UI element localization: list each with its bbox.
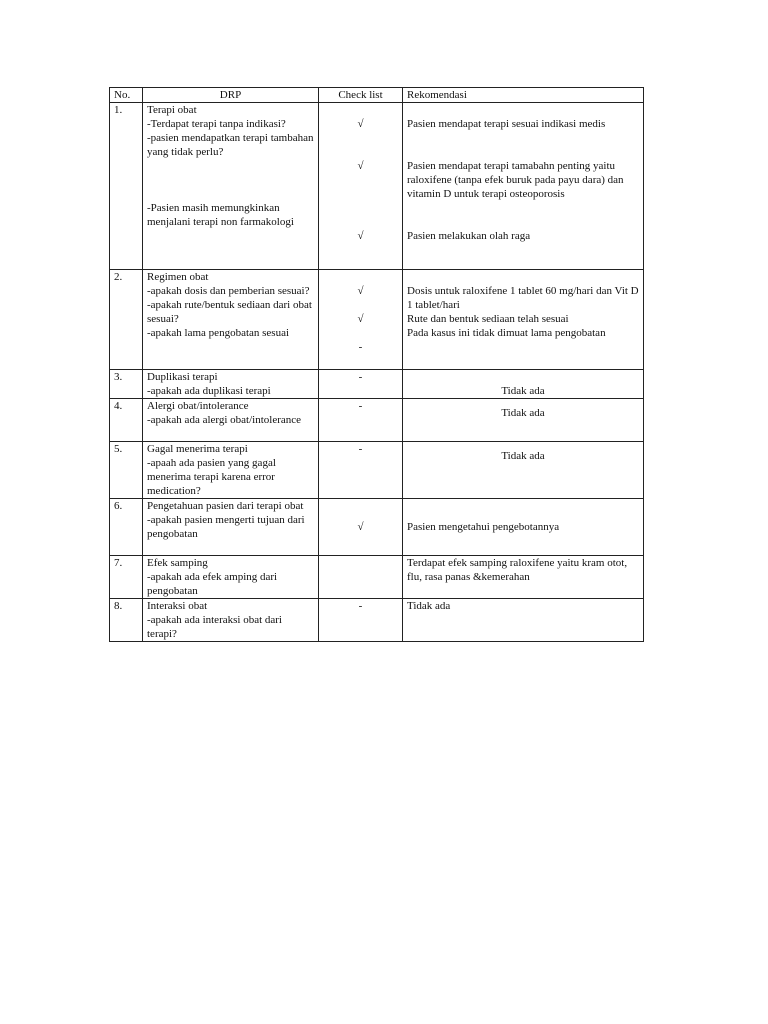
drp-cell [143,442,319,499]
check-mark: - [319,399,403,442]
recommendation-cell [403,399,644,442]
header-check: Check list [319,88,403,103]
drp-title: Interaksi obat [147,600,208,612]
check-mark [319,556,403,599]
drp-item: -apakah lama pengobatan sesuai [147,327,290,339]
row-number: 4. [110,399,143,442]
table-row [110,556,644,599]
recommendation-text: Dosis untuk raloxifene 1 tablet 60 mg/hari dan Vit D 1 tablet/hari [407,285,639,311]
drp-cell [143,370,319,399]
table-row [110,399,644,442]
table-row [110,103,644,270]
table-row [110,599,644,642]
drp-cell [143,103,319,270]
drp-title: Terapi obat [147,104,197,116]
check-mark: - [319,442,403,499]
header-no: No. [110,88,143,103]
drp-item: -apakah ada duplikasi terapi [147,385,271,397]
recommendation-cell [403,370,644,399]
recommendation-cell [403,103,644,270]
header-row [110,88,644,103]
drp-title: Efek samping [147,557,208,569]
header-drp: DRP [143,88,319,103]
check-mark: - [319,370,403,399]
recommendation-text: Pasien melakukan olah raga [407,230,531,242]
drp-item: -apakah ada efek amping dari pengobatan [147,571,278,597]
recommendation-text: Terdapat efek samping raloxifene yaitu kram otot, flu, rasa panas &kemerahan [403,556,644,599]
recommendation-text: Pasien mendapat terapi sesuai indikasi medis [407,118,606,130]
table-row [110,270,644,370]
drp-item: -apakah pasien mengerti tujuan dari pengobatan [147,514,305,540]
header-rec: Rekomendasi [403,88,644,103]
table-row [110,499,644,556]
check-mark: - [319,599,403,642]
row-number: 7. [110,556,143,599]
recommendation-text: Tidak ada [501,407,545,419]
drp-item: -apakah rute/bentuk sediaan dari obat sesuai? [147,299,312,325]
drp-item: -apakah ada alergi obat/intolerance [147,414,302,426]
drp-cell [143,499,319,556]
drp-item: -pasien mendapatkan terapi tambahan yang tidak perlu? [147,132,314,158]
drp-item: -apakah dosis dan pemberian sesuai? [147,285,310,297]
recommendation-text: Tidak ada [501,450,545,462]
drp-item: -Terdapat terapi tanpa indikasi? [147,118,286,130]
check-mark: √ [357,230,364,242]
check-cell [319,499,403,556]
check-mark: √ [357,160,364,172]
drp-item: -apaah ada pasien yang gagal menerima terapi karena error medication? [147,457,276,497]
drp-cell [143,270,319,370]
drp-title: Regimen obat [147,271,209,283]
recommendation-text: Tidak ada [403,599,644,642]
row-number: 8. [110,599,143,642]
recommendation-cell [403,270,644,370]
table-row [110,442,644,499]
drp-cell [143,399,319,442]
row-number: 2. [110,270,143,370]
drp-cell [143,556,319,599]
row-number: 6. [110,499,143,556]
drp-table [109,87,644,642]
drp-title: Pengetahuan pasien dari terapi obat [147,500,304,512]
table-row [110,370,644,399]
check-mark: √ [357,313,364,325]
drp-title: Alergi obat/intolerance [147,400,249,412]
check-mark: √ [357,521,364,533]
check-cell [319,270,403,370]
drp-item: -Pasien masih memungkinkan menjalani terapi non farmakologi [147,202,294,228]
drp-title: Duplikasi terapi [147,371,218,383]
recommendation-text: Pasien mengetahui pengebotannya [407,521,560,533]
row-number: 5. [110,442,143,499]
check-mark: - [358,341,363,353]
check-mark: √ [357,285,364,297]
drp-cell [143,599,319,642]
drp-title: Gagal menerima terapi [147,443,248,455]
check-cell [319,103,403,270]
recommendation-text: Pada kasus ini tidak dimuat lama pengobatan [407,327,606,339]
recommendation-text: Pasien mendapat terapi tamabahn penting yaitu raloxifene (tanpa efek buruk pada payu dara) dan vitamin D untuk terapi osteoporosis [407,160,624,200]
row-number: 1. [110,103,143,270]
drp-item: -apakah ada interaksi obat dari terapi? [147,614,282,640]
recommendation-text: Rute dan bentuk sediaan telah sesuai [407,313,569,325]
row-number: 3. [110,370,143,399]
recommendation-cell [403,499,644,556]
check-mark: √ [357,118,364,130]
recommendation-text: Tidak ada [501,385,545,397]
recommendation-cell [403,442,644,499]
